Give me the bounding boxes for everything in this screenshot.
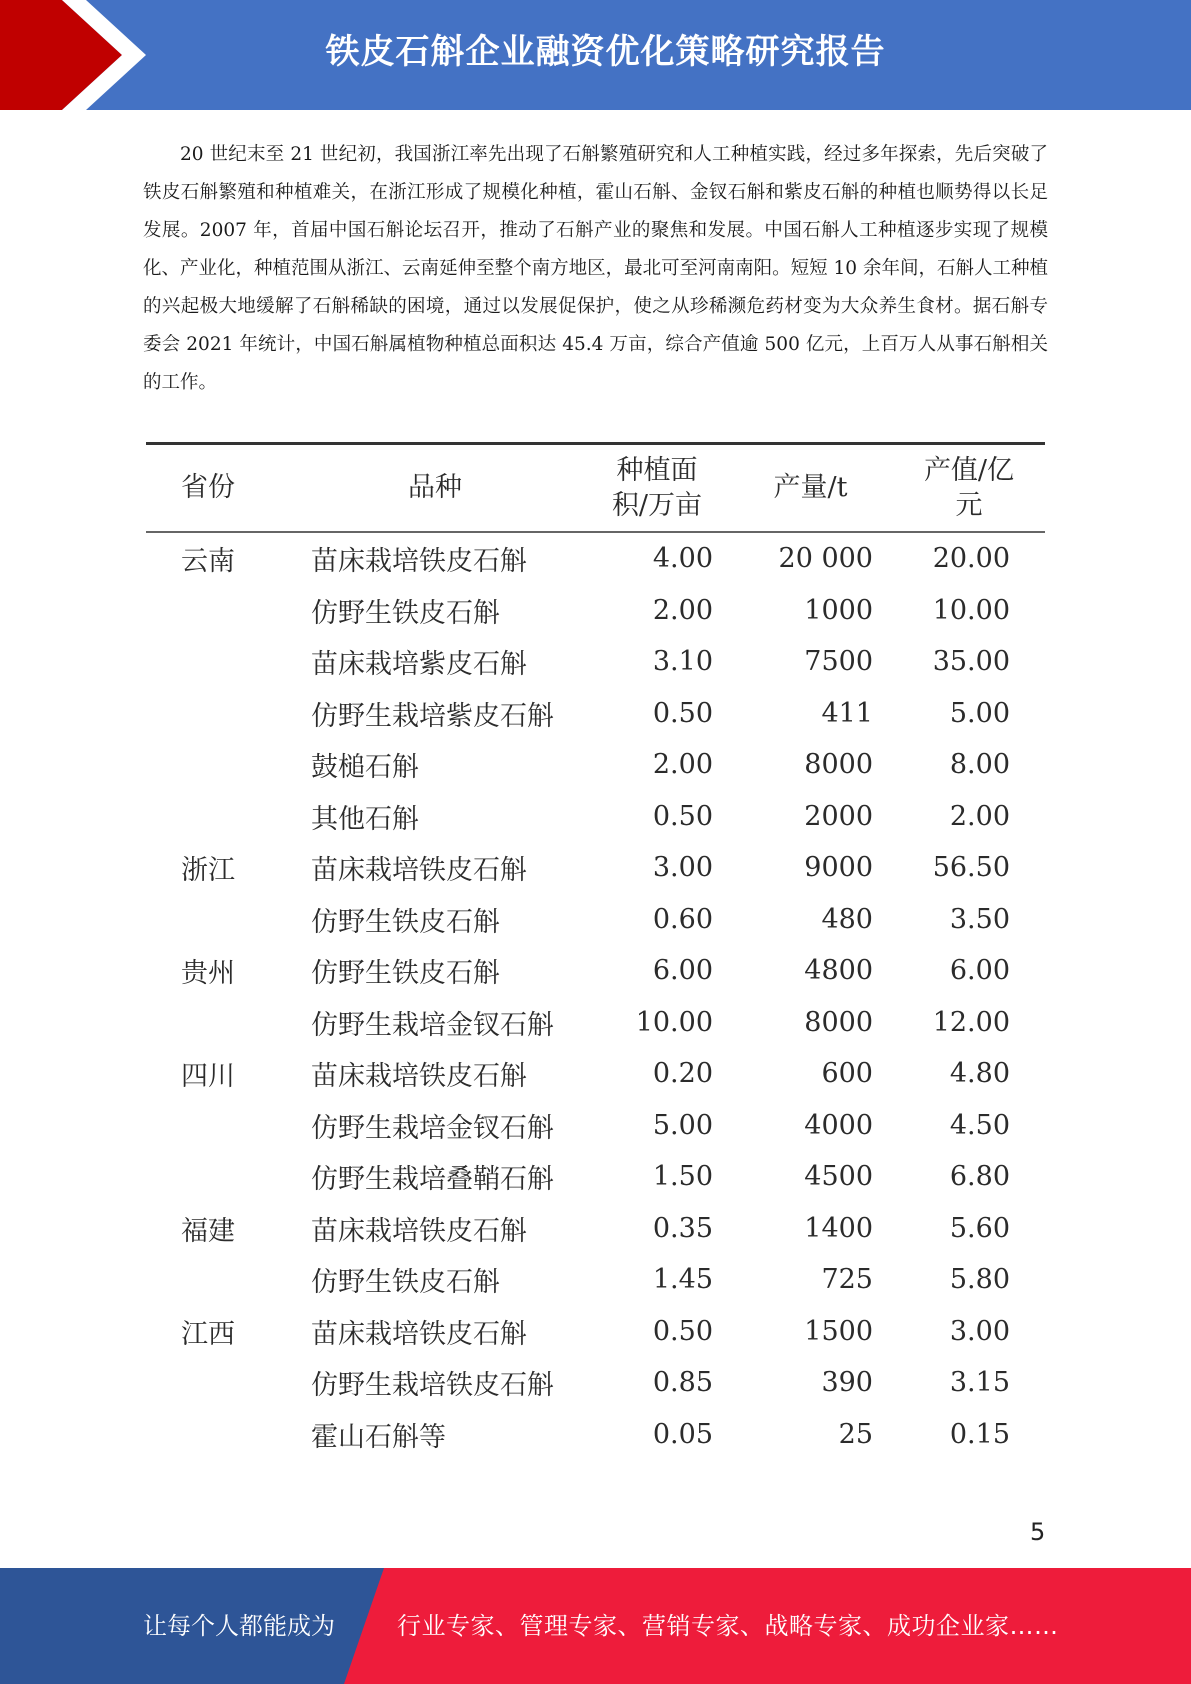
cell-province [146, 1254, 296, 1306]
table-row [146, 1254, 1045, 1306]
table-row [146, 636, 1045, 688]
cell-value: 5.00 [949, 697, 1010, 729]
table-row [146, 1306, 1045, 1358]
cell-province [146, 997, 296, 1049]
cell-province [146, 688, 296, 740]
cell-output: 7500 [804, 646, 873, 678]
cell-output: 8000 [804, 749, 873, 781]
cell-value: 6.00 [949, 955, 1010, 987]
cell-province [146, 1100, 296, 1152]
cell-output: 411 [821, 697, 873, 729]
footer-slogan-right: 行业专家、管理专家、营销专家、战略专家、成功企业家…… [397, 1612, 1059, 1640]
table-row [146, 842, 1045, 894]
cell-variety: 苗床栽培铁皮石斛 [311, 855, 527, 887]
cell-output: 2000 [804, 800, 873, 832]
header-output: 产量/t [773, 472, 848, 503]
cell-province [146, 636, 296, 688]
cell-area: 0.20 [652, 1058, 713, 1090]
cell-output: 390 [821, 1367, 873, 1399]
cell-province: 福建 [181, 1215, 235, 1247]
cell-output: 4000 [804, 1109, 873, 1141]
cell-area: 5.00 [652, 1109, 713, 1141]
cell-value: 5.80 [949, 1264, 1010, 1296]
cell-value: 10.00 [932, 594, 1010, 626]
cell-output: 20 000 [778, 543, 873, 575]
header-value [893, 442, 1045, 533]
table-row [146, 997, 1045, 1049]
cell-value: 20.00 [932, 543, 1010, 575]
cell-area: 0.35 [652, 1212, 713, 1244]
table-row [146, 1151, 1045, 1203]
table-row [146, 1357, 1045, 1409]
cell-area: 0.05 [652, 1418, 713, 1450]
footer-banner [0, 1568, 1191, 1684]
cell-province [146, 791, 296, 843]
cell-variety: 仿野生铁皮石斛 [311, 597, 500, 629]
cell-output: 4800 [804, 955, 873, 987]
cell-output: 1500 [804, 1315, 873, 1347]
cell-area: 1.45 [652, 1264, 713, 1296]
header-area-line1: 种植面 [616, 454, 698, 486]
table-header-row [146, 442, 1045, 533]
cell-value: 4.80 [949, 1058, 1010, 1090]
cell-value: 3.00 [949, 1315, 1010, 1347]
cell-output: 1400 [804, 1212, 873, 1244]
cell-variety: 仿野生铁皮石斛 [311, 906, 500, 938]
cell-area: 3.00 [652, 852, 713, 884]
cell-variety: 仿野生栽培金钗石斛 [311, 1112, 554, 1144]
cell-variety: 仿野生铁皮石斛 [311, 1267, 500, 1299]
cell-variety: 霍山石斛等 [311, 1421, 446, 1453]
cell-variety: 苗床栽培紫皮石斛 [311, 649, 527, 681]
header-province: 省份 [181, 472, 235, 503]
table-row [146, 1100, 1045, 1152]
cell-area: 10.00 [635, 1006, 713, 1038]
cell-variety: 苗床栽培铁皮石斛 [311, 1318, 527, 1350]
cell-area: 0.60 [652, 903, 713, 935]
cell-province: 浙江 [181, 855, 235, 887]
data-table [146, 442, 1045, 1460]
cell-area: 1.50 [652, 1161, 713, 1193]
cell-variety: 仿野生栽培铁皮石斛 [311, 1370, 554, 1402]
cell-value: 12.00 [932, 1006, 1010, 1038]
header-variety: 品种 [408, 472, 462, 503]
cell-area: 0.85 [652, 1367, 713, 1399]
cell-variety: 仿野生栽培叠鞘石斛 [311, 1164, 554, 1196]
header-banner [0, 0, 1191, 110]
table-row [146, 791, 1045, 843]
table-row [146, 533, 1045, 585]
cell-variety: 仿野生栽培紫皮石斛 [311, 700, 554, 732]
cell-value: 3.15 [949, 1367, 1010, 1399]
cell-output: 1000 [804, 594, 873, 626]
cell-province [146, 1151, 296, 1203]
cell-area: 0.50 [652, 697, 713, 729]
cell-variety: 苗床栽培铁皮石斛 [311, 546, 527, 578]
cell-area: 3.10 [652, 646, 713, 678]
page-number: 5 [1030, 1518, 1046, 1546]
cell-value: 56.50 [932, 852, 1010, 884]
cell-province [146, 1357, 296, 1409]
cell-output: 4500 [804, 1161, 873, 1193]
cell-province [146, 1409, 296, 1461]
header-value-line2: 元 [955, 489, 983, 521]
cell-area: 2.00 [652, 594, 713, 626]
cell-province: 云南 [181, 546, 235, 578]
cell-area: 4.00 [652, 543, 713, 575]
cell-variety: 鼓槌石斛 [311, 752, 419, 784]
cell-value: 0.15 [949, 1418, 1010, 1450]
cell-value: 2.00 [949, 800, 1010, 832]
cell-value: 35.00 [932, 646, 1010, 678]
cell-value: 6.80 [949, 1161, 1010, 1193]
cell-variety: 苗床栽培铁皮石斛 [311, 1215, 527, 1247]
cell-province: 贵州 [181, 958, 235, 990]
intro-paragraph: 20 世纪末至 21 世纪初，我国浙江率先出现了石斛繁殖研究和人工种植实践，经过多年探索，先后突破了铁皮石斛繁殖和种植难关，在浙江形成了规模化种植，霍山石斛、金钗石斛和紫皮石斛的种植也顺势得以长足发展。2007 年，首届中国石斛论坛召开，推动了石斛产业的聚焦和发展。中国石斛人工种植逐步实现了规模化、产业化，种植范围从浙江、云南延伸至整个南方地区，最北可至河南南阳。短短 10 余年间，石斛人工种植的兴起极大地缓解了石斛稀缺的困境，通过以发展促保护，使之从珍稀濒危药材变为大众养生食材。据石斛专委会 2021 年统计，中国石斛属植物种植总面积达 45.4 万亩，综合产值逾 500 亿元，上百万人从事石斛相关的工作。 [143, 144, 1048, 393]
cell-province: 江西 [181, 1318, 235, 1350]
cell-value: 8.00 [949, 749, 1010, 781]
cell-output: 9000 [804, 852, 873, 884]
cell-value: 4.50 [949, 1109, 1010, 1141]
cell-output: 600 [821, 1058, 873, 1090]
cell-variety: 苗床栽培铁皮石斛 [311, 1061, 527, 1093]
cell-value: 3.50 [949, 903, 1010, 935]
cell-output: 725 [821, 1264, 873, 1296]
cell-province [146, 585, 296, 637]
table-row [146, 688, 1045, 740]
cell-area: 6.00 [652, 955, 713, 987]
cell-area: 2.00 [652, 749, 713, 781]
cell-province [146, 894, 296, 946]
table-row [146, 945, 1045, 997]
table-row [146, 585, 1045, 637]
table-row [146, 894, 1045, 946]
page-title: 铁皮石斛企业融资优化策略研究报告 [325, 32, 886, 72]
table-row [146, 1203, 1045, 1255]
cell-area: 0.50 [652, 800, 713, 832]
cell-variety: 其他石斛 [311, 803, 419, 835]
table-row [146, 739, 1045, 791]
cell-province: 四川 [181, 1061, 235, 1093]
cell-variety: 仿野生栽培金钗石斛 [311, 1009, 554, 1041]
cell-output: 25 [838, 1418, 873, 1450]
cell-value: 5.60 [949, 1212, 1010, 1244]
table-row [146, 1048, 1045, 1100]
header-value-line1: 产值/亿 [923, 454, 1015, 486]
cell-area: 0.50 [652, 1315, 713, 1347]
header-area-line2: 积/万亩 [611, 489, 703, 521]
cell-output: 480 [821, 903, 873, 935]
cell-province [146, 739, 296, 791]
header-area [586, 442, 728, 533]
table-row [146, 1409, 1045, 1461]
footer-slogan-left: 让每个人都能成为 [143, 1612, 335, 1640]
cell-variety: 仿野生铁皮石斛 [311, 958, 500, 990]
cell-output: 8000 [804, 1006, 873, 1038]
